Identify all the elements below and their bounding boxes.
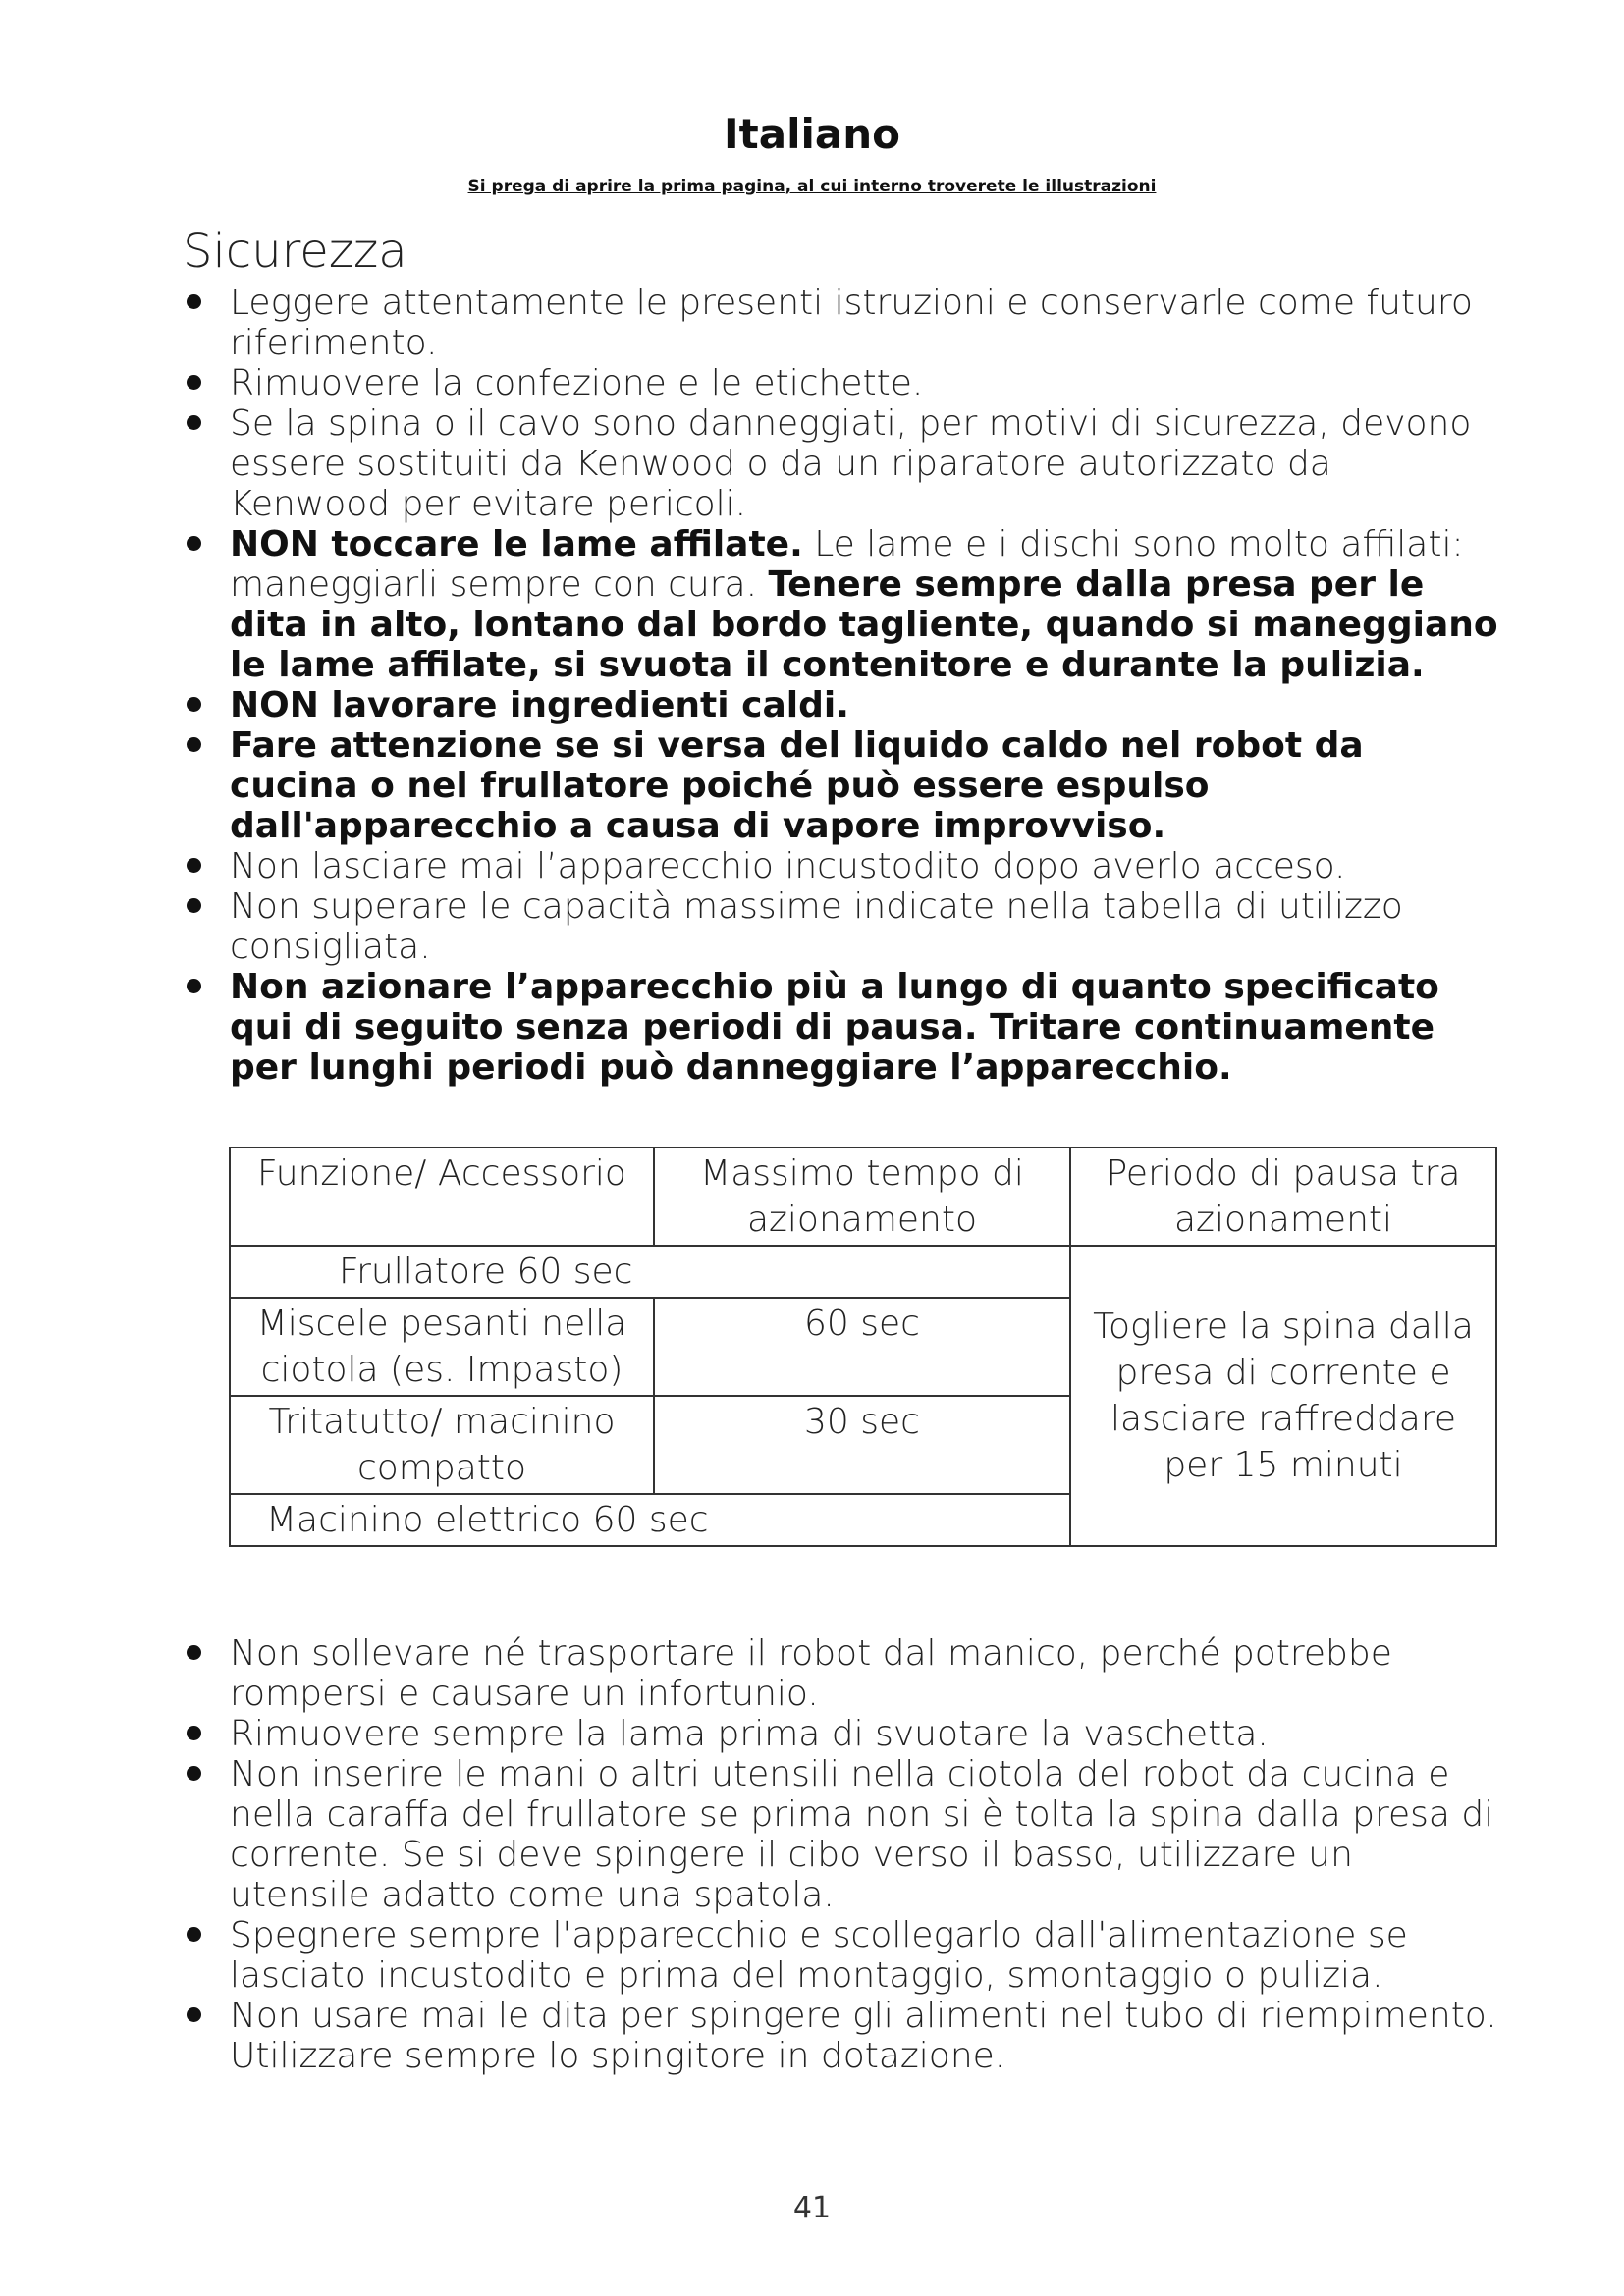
safety-list-bottom	[183, 1633, 1498, 2076]
safety-list-top	[183, 283, 1498, 1088]
item-bold: NON lavorare ingredienti caldi.	[230, 685, 849, 725]
header-pause: Periodo di pausa tra azionamenti	[1070, 1148, 1496, 1246]
item-text: Leggere attentamente le presenti istruzioni e conservarle come futuro riferimento.	[230, 283, 1473, 363]
table-header-row	[230, 1148, 1496, 1246]
item-text: Spegnere sempre l'apparecchio e scollegarlo dall'alimentazione se lasciato incustodito e prima del montaggio, smontaggio o pulizia.	[230, 1915, 1408, 1996]
item-text: Non inserire le mani o altri utensili nella ciotola del robot da cucina e nella caraffa del frullatore se prima non si è tolta la spina dalla presa di corrente. Se si deve spingere il cibo verso il basso, utilizzare un utensile adatto come una spatola.	[230, 1754, 1494, 1915]
row-function: Miscele pesanti nella ciotola (es. Impasto)	[230, 1298, 654, 1396]
list-item	[183, 1633, 1498, 1714]
list-item	[183, 524, 1498, 685]
table-row	[230, 1246, 1496, 1298]
item-text: Non usare mai le dita per spingere gli alimenti nel tubo di riempimento. Utilizzare sempre lo spingitore in dotazione.	[230, 1996, 1497, 2076]
item-bold: Fare attenzione se si versa del liquido caldo nel robot da cucina o nel frullatore poiché può essere espulso dall'apparecchio a causa di vapore improvviso.	[230, 725, 1364, 846]
list-item	[183, 1754, 1498, 1915]
list-item	[183, 1996, 1498, 2076]
header-max-time: Massimo tempo di azionamento	[654, 1148, 1070, 1246]
row-time: 30 sec	[654, 1396, 1070, 1494]
list-item	[183, 886, 1498, 967]
list-item	[183, 1915, 1498, 1996]
item-text: Se la spina o il cavo sono danneggiati, per motivi di sicurezza, devono essere sostituiti da Kenwood o da un riparatore autorizzato da Kenwood per evitare pericoli.	[230, 403, 1472, 524]
item-text: Non superare le capacità massime indicate nella tabella di utilizzo consigliata.	[230, 886, 1403, 967]
row-blender: Frullatore 60 sec	[230, 1246, 1070, 1298]
list-item	[183, 1714, 1498, 1754]
item-text: Le lame e i dischi sono molto affilati: maneggiarli sempre con cura.	[230, 524, 1464, 605]
list-item	[183, 725, 1498, 846]
usage-table	[229, 1147, 1497, 1547]
item-text: Rimuovere la confezione e le etichette.	[230, 363, 924, 403]
row-time: 60 sec	[654, 1298, 1070, 1396]
header-function: Funzione/ Accessorio	[230, 1148, 654, 1246]
list-item	[183, 967, 1498, 1088]
section-title: Sicurezza	[183, 224, 407, 279]
list-item	[183, 283, 1498, 363]
pause-instructions: Togliere la spina dalla presa di corrente e lasciare raffreddare per 15 minuti	[1070, 1246, 1496, 1546]
item-text: Non sollevare né trasportare il robot dal manico, perché potrebbe rompersi e causare un infortunio.	[230, 1633, 1392, 1714]
list-item	[183, 403, 1498, 524]
page-title: Italiano	[724, 110, 900, 158]
list-item	[183, 363, 1498, 403]
list-item	[183, 846, 1498, 886]
row-mill: Macinino elettrico 60 sec	[230, 1494, 1070, 1546]
item-bold: Non azionare l’apparecchio più a lungo di quanto specificato qui di seguito senza periodi di pausa. Tritare continuamente per lunghi periodi può danneggiare l’apparecchio.	[230, 967, 1439, 1088]
item-text: Rimuovere sempre la lama prima di svuotare la vaschetta.	[230, 1714, 1269, 1754]
item-text: Non lasciare mai l’apparecchio incustodito dopo averlo acceso.	[230, 846, 1346, 886]
page-number: 41	[792, 2191, 832, 2225]
item-bold: NON toccare le lame affilate.	[230, 524, 803, 564]
illustrations-note: Si prega di aprire la prima pagina, al cui interno troverete le illustrazioni	[467, 177, 1157, 196]
list-item	[183, 685, 1498, 725]
item-bold: Tenere sempre dalla presa per le dita in alto, lontano dal bordo tagliente, quando si maneggiano le lame affilate, si svuota il contenitore e durante la pulizia.	[230, 564, 1498, 685]
row-function: Tritatutto/ macinino compatto	[230, 1396, 654, 1494]
